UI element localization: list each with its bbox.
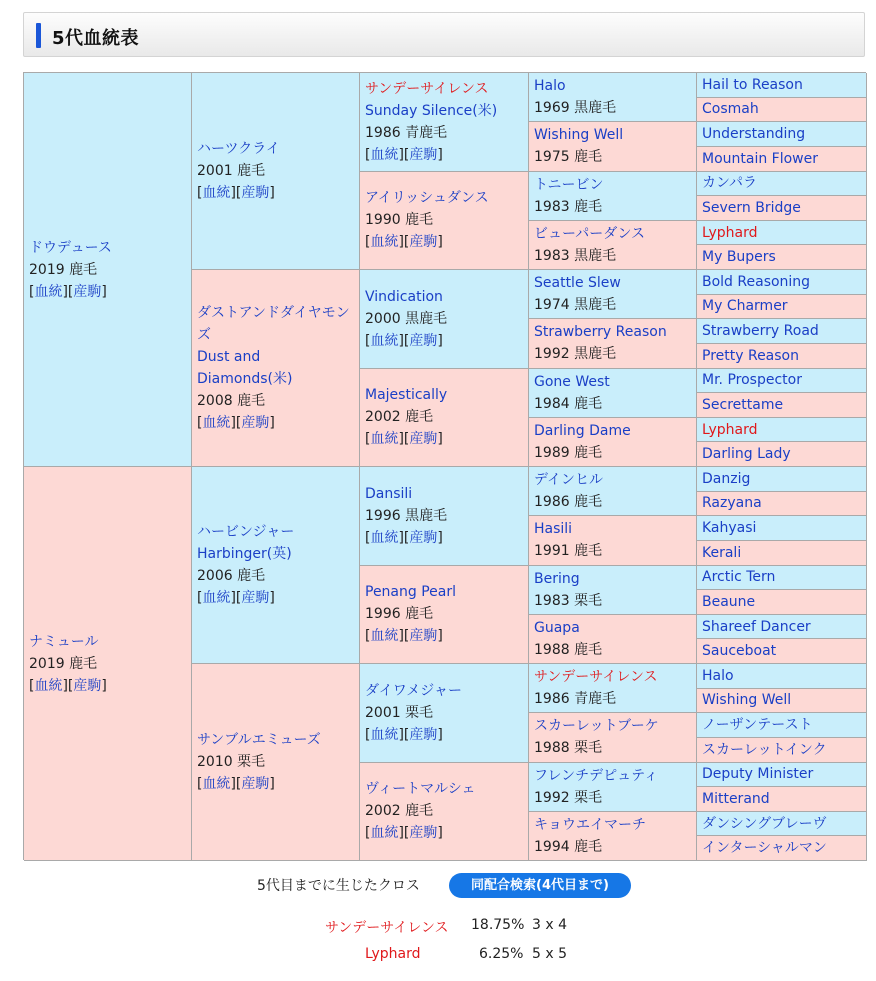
pedigree-cell-gen5 (697, 270, 867, 295)
birth-year-coat: 1983 黒鹿毛 (534, 247, 617, 264)
bloodline-link[interactable]: 血統 (370, 529, 399, 546)
horse-links (365, 822, 523, 844)
horse-name-link[interactable]: デインヒル (534, 472, 604, 489)
bracket-mid: ][ (398, 146, 410, 163)
bracket-mid: ][ (230, 590, 242, 606)
pedigree-cell-gen4 (529, 270, 697, 319)
bracket-close: ] (437, 825, 443, 842)
pedigree-cell-gen5 (697, 566, 867, 591)
bracket-open: [ (365, 628, 371, 645)
birth-year-coat: 1984 鹿毛 (534, 395, 603, 412)
pedigree-cell-gen5 (697, 393, 867, 418)
bracket-mid: ][ (62, 677, 74, 694)
bracket-open: [ (197, 185, 203, 201)
produce-link[interactable]: 産駒 (241, 185, 270, 201)
horse-name-link[interactable]: Sauceboat (702, 643, 777, 660)
pedigree-cell-gen2 (192, 467, 360, 664)
horse-links (197, 773, 354, 795)
pedigree-cell-gen5 (697, 344, 867, 369)
pedigree-cell-gen5 (697, 73, 867, 98)
pedigree-cell-gen5 (697, 689, 867, 714)
bracket-close: ] (437, 332, 443, 349)
bracket-open: [ (365, 332, 371, 349)
horse-name-link[interactable]: Hail to Reason (702, 76, 803, 93)
horse-name-link[interactable]: Majestically (365, 387, 448, 404)
pedigree-cell-gen5 (697, 541, 867, 566)
cross-percent: 18.75% (471, 917, 525, 933)
birth-year-coat: 1974 黒鹿毛 (534, 297, 617, 314)
pedigree-cell-gen5 (697, 738, 867, 763)
produce-link[interactable]: 産駒 (241, 776, 270, 792)
bracket-open: [ (365, 825, 371, 842)
pedigree-cell-gen5 (697, 516, 867, 541)
same-mating-search-button[interactable]: 同配合検索(4代目まで) (449, 873, 631, 898)
section-header (23, 12, 865, 57)
bracket-open: [ (365, 234, 371, 251)
horse-name-link[interactable]: Lyphard (702, 421, 758, 438)
horse-name-link[interactable]: カンパラ (702, 175, 758, 192)
bracket-open: [ (197, 776, 203, 792)
horse-name-link[interactable]: Kahyasi (702, 520, 757, 537)
horse-name-link[interactable]: Razyana (702, 495, 762, 512)
horse-name-link[interactable]: My Bupers (702, 249, 776, 266)
header-accent-bar (36, 23, 41, 48)
horse-name-link[interactable]: Deputy Minister (702, 766, 814, 783)
bracket-close: ] (101, 283, 107, 300)
bracket-close: ] (269, 415, 275, 431)
pedigree-cell-gen5 (697, 787, 867, 812)
birth-year-coat: 1996 黒鹿毛 (365, 507, 448, 524)
page-title: 5代血統表 (52, 28, 140, 49)
horse-name-link[interactable]: ハービンジャー (197, 524, 295, 540)
cross-generation: 5 x 5 (532, 946, 567, 962)
birth-year-coat: 1996 鹿毛 (365, 606, 434, 623)
bracket-mid: ][ (398, 825, 410, 842)
horse-name-link[interactable]: Gone West (534, 373, 610, 390)
pedigree-cell-gen4 (529, 615, 697, 664)
horse-links (197, 412, 354, 434)
horse-name-link[interactable]: Vindication (365, 288, 443, 305)
bracket-mid: ][ (398, 431, 410, 448)
pedigree-cell-gen5 (697, 763, 867, 788)
produce-link[interactable]: 産駒 (409, 234, 438, 251)
bracket-open: [ (197, 590, 203, 606)
pedigree-cell-gen1 (24, 73, 192, 467)
bracket-open: [ (29, 677, 35, 694)
produce-link[interactable]: 産駒 (241, 590, 270, 606)
bracket-close: ] (437, 146, 443, 163)
pedigree-cell-gen4 (529, 172, 697, 221)
cross-heading: 5代目までに生じたクロス (257, 878, 420, 894)
pedigree-cell-gen3 (360, 566, 529, 665)
horse-name-link[interactable]: Guapa (534, 619, 580, 636)
birth-year-coat: 1988 栗毛 (534, 740, 603, 757)
horse-name-link[interactable]: フレンチデピュティ (534, 767, 658, 784)
bloodline-link[interactable]: 血統 (202, 590, 231, 606)
pedigree-cell-gen5 (697, 639, 867, 664)
bloodline-link[interactable]: 血統 (370, 628, 399, 645)
pedigree-cell-gen3 (360, 763, 529, 862)
horse-name-link[interactable]: Lyphard (702, 224, 758, 241)
horse-name-link[interactable]: ダンシングブレーヴ (702, 815, 827, 832)
pedigree-cell-gen4 (529, 713, 697, 762)
produce-link[interactable]: 産駒 (409, 146, 438, 163)
birth-year-coat: 2010 栗毛 (197, 754, 266, 770)
pedigree-cell-gen3 (360, 664, 529, 763)
pedigree-cell-gen4 (529, 516, 697, 565)
horse-name-link[interactable]: ナミュール (29, 633, 99, 650)
birth-year-coat: 1986 青鹿毛 (365, 124, 448, 141)
horse-name-link[interactable]: ノーザンテースト (702, 717, 813, 734)
pedigree-cell-gen5 (697, 147, 867, 172)
birth-year-coat: 1969 黒鹿毛 (534, 100, 617, 117)
horse-links (365, 144, 523, 166)
pedigree-cell-gen5 (697, 369, 867, 394)
birth-year-coat: 1991 鹿毛 (534, 543, 603, 560)
birth-year-coat: 1992 栗毛 (534, 789, 603, 806)
pedigree-cell-gen4 (529, 467, 697, 516)
pedigree-cell-gen5 (697, 295, 867, 320)
cross-row (365, 946, 421, 962)
pedigree-cell-gen3 (360, 172, 529, 271)
bracket-mid: ][ (398, 332, 410, 349)
pedigree-cell-gen5 (697, 836, 867, 861)
horse-links (365, 231, 523, 253)
pedigree-cell-gen5 (697, 221, 867, 246)
horse-links (197, 587, 354, 609)
horse-name-link[interactable]: Understanding (702, 126, 806, 143)
horse-name-link[interactable]: Strawberry Reason (534, 324, 667, 341)
cross-percent: 6.25% (479, 946, 524, 962)
pedigree-cell-gen4 (529, 73, 697, 122)
birth-year-coat: 2002 鹿毛 (365, 803, 434, 820)
birth-year-coat: 1994 鹿毛 (534, 838, 603, 855)
pedigree-cell-gen2 (192, 270, 360, 467)
cross-horse-name[interactable]: サンデーサイレンス (325, 920, 449, 936)
horse-links (365, 527, 523, 549)
birth-year-coat: 1990 鹿毛 (365, 212, 434, 229)
horse-foreign-name-link[interactable]: Harbinger(英) (197, 546, 292, 562)
horse-name-link[interactable]: ハーツクライ (197, 141, 280, 157)
horse-name-link[interactable]: Shareef Dancer (702, 618, 811, 635)
birth-year-coat: 1988 鹿毛 (534, 641, 603, 658)
horse-links (365, 428, 523, 450)
horse-name-link[interactable]: Secrettame (702, 396, 784, 413)
pedigree-cell-gen5 (697, 492, 867, 517)
bracket-mid: ][ (398, 726, 410, 743)
bracket-close: ] (437, 234, 443, 251)
horse-name-link[interactable]: Severn Bridge (702, 199, 801, 216)
horse-name-link[interactable]: Mountain Flower (702, 150, 818, 167)
horse-name-link[interactable]: ダストアンドダイヤモンズ (197, 305, 350, 343)
pedigree-cell-gen2 (192, 664, 360, 861)
birth-year-coat: 1986 鹿毛 (534, 494, 603, 511)
horse-name-link[interactable]: Mr. Prospector (702, 372, 802, 389)
bracket-open: [ (365, 146, 371, 163)
bracket-close: ] (437, 726, 443, 743)
pedigree-cell-gen5 (697, 615, 867, 640)
bracket-close: ] (269, 185, 275, 201)
birth-year-coat: 2019 鹿毛 (29, 261, 98, 278)
bloodline-link[interactable]: 血統 (370, 234, 399, 251)
produce-link[interactable]: 産駒 (73, 283, 102, 300)
birth-year-coat: 2019 鹿毛 (29, 655, 98, 672)
pedigree-cell-gen1 (24, 467, 192, 861)
bracket-close: ] (269, 590, 275, 606)
bracket-open: [ (365, 431, 371, 448)
bloodline-link[interactable]: 血統 (370, 825, 399, 842)
birth-year-coat: 1983 栗毛 (534, 592, 603, 609)
horse-name-link[interactable]: Hasili (534, 521, 573, 538)
horse-name-link[interactable]: キョウエイマーチ (534, 816, 646, 833)
horse-name-link[interactable]: スカーレットブーケ (534, 718, 659, 735)
pedigree-cell-gen5 (697, 442, 867, 467)
horse-name-link[interactable]: Darling Dame (534, 422, 631, 439)
horse-name-link[interactable]: Kerali (702, 544, 742, 561)
pedigree-cell-gen5 (697, 812, 867, 837)
horse-links (365, 330, 523, 352)
horse-foreign-name-link[interactable]: Sunday Silence(米) (365, 102, 498, 119)
horse-name-link[interactable]: Wishing Well (702, 692, 792, 709)
pedigree-cell-gen4 (529, 369, 697, 418)
bracket-mid: ][ (398, 529, 410, 546)
bracket-mid: ][ (398, 628, 410, 645)
horse-name-link[interactable]: Danzig (702, 470, 751, 487)
bloodline-link[interactable]: 血統 (202, 415, 231, 431)
bracket-close: ] (437, 529, 443, 546)
horse-name-link[interactable]: Cosmah (702, 101, 759, 118)
horse-links (365, 625, 523, 647)
cross-horse-name[interactable]: Lyphard (365, 946, 421, 962)
bloodline-link[interactable]: 血統 (370, 146, 399, 163)
pedigree-cell-gen5 (697, 319, 867, 344)
birth-year-coat: 2006 鹿毛 (197, 568, 266, 584)
bracket-open: [ (29, 283, 35, 300)
pedigree-cell-gen2 (192, 73, 360, 270)
pedigree-cell-gen5 (697, 590, 867, 615)
horse-foreign-name-link[interactable]: Dust and Diamonds(米) (197, 349, 293, 387)
birth-year-coat: 2008 鹿毛 (197, 393, 266, 409)
birth-year-coat: 1992 黒鹿毛 (534, 346, 617, 363)
horse-name-link[interactable]: ダイワメジャー (365, 682, 463, 699)
pedigree-cell-gen3 (360, 467, 529, 566)
horse-name-link[interactable]: Bering (534, 570, 580, 587)
produce-link[interactable]: 産駒 (241, 415, 270, 431)
horse-name-link[interactable]: Mitterand (702, 790, 770, 807)
produce-link[interactable]: 産駒 (409, 529, 438, 546)
birth-year-coat: 1975 鹿毛 (534, 149, 603, 166)
bracket-open: [ (197, 415, 203, 431)
bracket-close: ] (437, 628, 443, 645)
cross-row (325, 917, 449, 937)
pedigree-cell-gen4 (529, 418, 697, 467)
pedigree-cell-gen4 (529, 566, 697, 615)
bloodline-link[interactable]: 血統 (370, 726, 399, 743)
horse-links (197, 182, 354, 204)
horse-name-link[interactable]: サンデーサイレンス (534, 669, 658, 686)
horse-links (29, 675, 186, 697)
pedigree-cell-gen4 (529, 122, 697, 171)
pedigree-table (23, 72, 866, 860)
horse-name-link[interactable]: ビューパーダンス (534, 225, 646, 242)
horse-name-link[interactable]: Arctic Tern (702, 569, 776, 586)
horse-name-link[interactable]: インターシャルマン (702, 840, 827, 857)
horse-name-link[interactable]: トニービン (534, 176, 604, 193)
bloodline-link[interactable]: 血統 (202, 185, 231, 201)
birth-year-coat: 1989 鹿毛 (534, 444, 603, 461)
birth-year-coat: 2001 鹿毛 (197, 163, 266, 179)
bloodline-link[interactable]: 血統 (34, 677, 63, 694)
birth-year-coat: 2002 鹿毛 (365, 409, 434, 426)
pedigree-cell-gen5 (697, 172, 867, 197)
horse-name-link[interactable]: Dansili (365, 485, 413, 502)
horse-name-link[interactable]: Pretty Reason (702, 347, 799, 364)
bracket-mid: ][ (230, 415, 242, 431)
pedigree-cell-gen5 (697, 196, 867, 221)
pedigree-cell-gen4 (529, 221, 697, 270)
horse-name-link[interactable]: スカーレットインク (702, 741, 827, 758)
pedigree-cell-gen5 (697, 713, 867, 738)
bracket-mid: ][ (230, 776, 242, 792)
horse-name-link[interactable]: Strawberry Road (702, 323, 819, 340)
pedigree-cell-gen4 (529, 664, 697, 713)
produce-link[interactable]: 産駒 (409, 726, 438, 743)
horse-name-link[interactable]: ヴィートマルシェ (365, 781, 476, 798)
horse-links (29, 281, 186, 303)
horse-name-link[interactable]: サンデーサイレンス (365, 80, 489, 97)
horse-name-link[interactable]: My Charmer (702, 298, 788, 315)
bracket-open: [ (365, 726, 371, 743)
pedigree-cell-gen3 (360, 73, 529, 172)
horse-name-link[interactable]: ドウデュース (29, 239, 112, 256)
horse-name-link[interactable]: アイリッシュダンス (365, 190, 489, 207)
birth-year-coat: 1986 青鹿毛 (534, 691, 617, 708)
horse-name-link[interactable]: Wishing Well (534, 127, 624, 144)
produce-link[interactable]: 産駒 (409, 825, 438, 842)
bloodline-link[interactable]: 血統 (202, 776, 231, 792)
pedigree-cell-gen4 (529, 812, 697, 861)
cross-generation: 3 x 4 (532, 917, 567, 933)
pedigree-cell-gen5 (697, 418, 867, 443)
pedigree-cell-gen5 (697, 467, 867, 492)
horse-links (365, 724, 523, 746)
bracket-close: ] (101, 677, 107, 694)
bracket-mid: ][ (62, 283, 74, 300)
horse-name-link[interactable]: Penang Pearl (365, 584, 456, 601)
birth-year-coat: 2000 黒鹿毛 (365, 310, 448, 327)
pedigree-cell-gen4 (529, 763, 697, 812)
birth-year-coat: 1983 鹿毛 (534, 198, 603, 215)
pedigree-cell-gen5 (697, 98, 867, 123)
horse-name-link[interactable]: Halo (702, 667, 734, 684)
horse-name-link[interactable]: Darling Lady (702, 446, 791, 463)
produce-link[interactable]: 産駒 (409, 332, 438, 349)
horse-name-link[interactable]: サンブルエミューズ (197, 732, 321, 748)
birth-year-coat: 2001 栗毛 (365, 704, 434, 721)
pedigree-cell-gen5 (697, 122, 867, 147)
produce-link[interactable]: 産駒 (73, 677, 102, 694)
pedigree-cell-gen4 (529, 319, 697, 368)
produce-link[interactable]: 産駒 (409, 431, 438, 448)
produce-link[interactable]: 産駒 (409, 628, 438, 645)
pedigree-cell-gen3 (360, 369, 529, 468)
pedigree-cell-gen3 (360, 270, 529, 369)
bracket-close: ] (437, 431, 443, 448)
bloodline-link[interactable]: 血統 (370, 431, 399, 448)
horse-name-link[interactable]: Bold Reasoning (702, 273, 811, 290)
horse-name-link[interactable]: Beaune (702, 593, 756, 610)
bracket-mid: ][ (230, 185, 242, 201)
pedigree-cell-gen5 (697, 664, 867, 689)
horse-name-link[interactable]: Halo (534, 78, 566, 95)
bracket-close: ] (269, 776, 275, 792)
horse-name-link[interactable]: Seattle Slew (534, 275, 621, 292)
bracket-mid: ][ (398, 234, 410, 251)
pedigree-cell-gen5 (697, 245, 867, 270)
bloodline-link[interactable]: 血統 (370, 332, 399, 349)
bracket-open: [ (365, 529, 371, 546)
bloodline-link[interactable]: 血統 (34, 283, 63, 300)
